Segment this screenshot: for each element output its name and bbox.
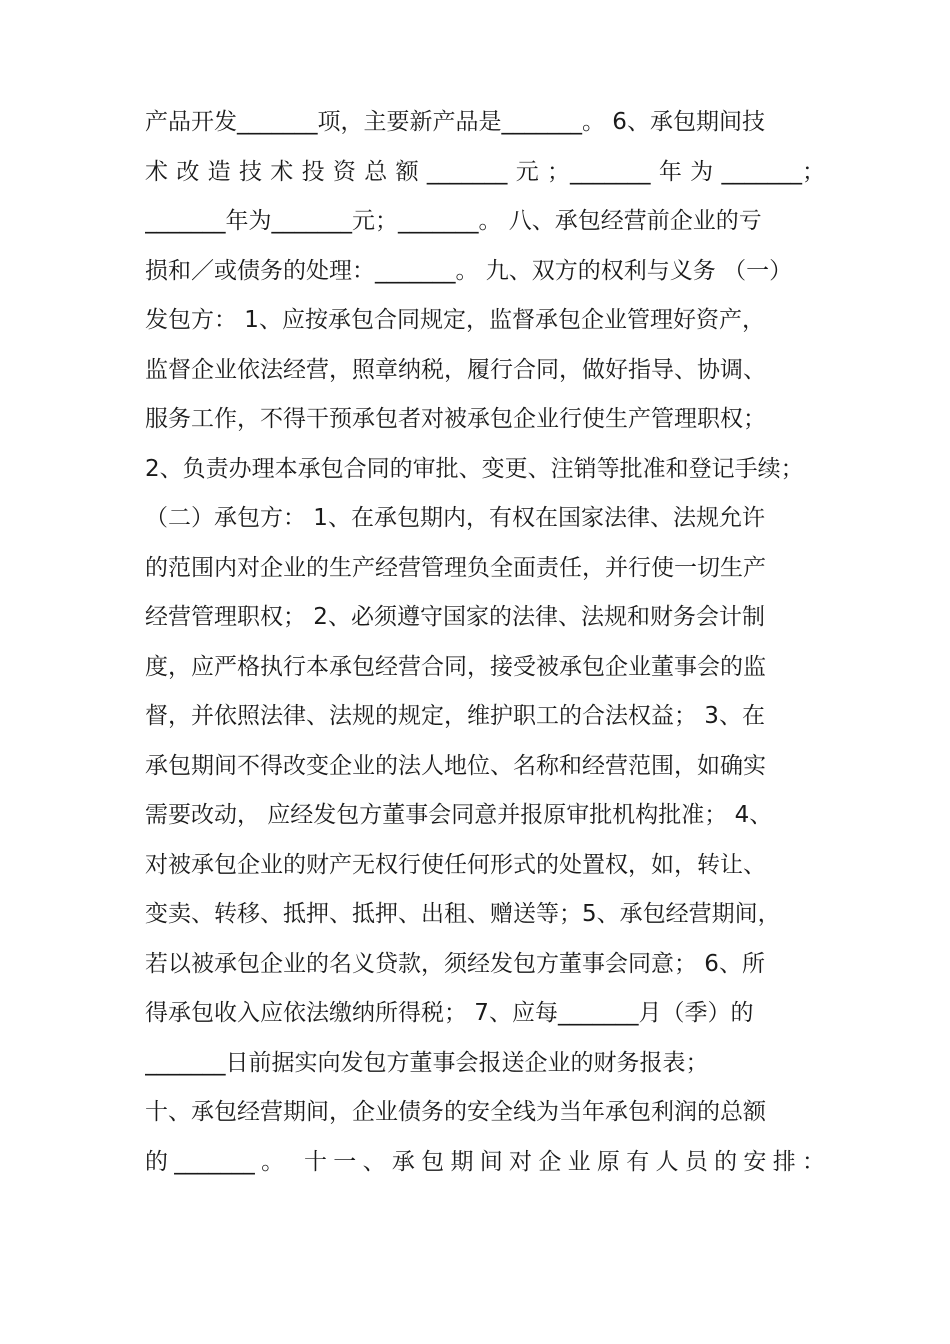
text-line: 发包方： 1、应按承包合同规定，监督承包企业管理好资产，: [145, 307, 765, 333]
text-line: 承包期间不得改变企业的法人地位、名称和经营范围，如确实: [145, 752, 766, 779]
text-line: 经营管理职权； 2、必须遵守国家的法律、法规和财务会计制: [145, 604, 765, 630]
text-line: _______年为_______元；_______。 八、承包经营前企业的亏: [145, 208, 762, 234]
text-line: 的范围内对企业的生产经营管理负全面责任，并行使一切生产: [145, 554, 766, 581]
text-line: 服务工作，不得干预承包者对被承包企业行使生产管理职权；: [145, 406, 766, 432]
text-line: 得承包收入应依法缴纳所得税； 7、应每_______月（季）的: [145, 1000, 754, 1026]
text-line: 监督企业依法经营，照章纳税，履行合同，做好指导、协调、: [145, 356, 766, 383]
text-line: 度，应严格执行本承包经营合同，接受被承包企业董事会的监: [145, 653, 766, 680]
text-line: 产品开发_______项，主要新产品是_______。 6、承包期间技: [145, 109, 765, 135]
text-line: 需要改动， 应经发包方董事会同意并报原审批机构批准； 4、: [145, 802, 773, 828]
text-line: _______日前据实向发包方董事会报送企业的财务报表；: [145, 1049, 709, 1076]
text-line: 十、承包经营期间，企业债务的安全线为当年承包利润的总额: [145, 1099, 766, 1125]
text-line: 术改造技术投资总额_______元；_______年为_______；: [145, 158, 825, 185]
text-line: 督，并依照法律、法规的规定，维护职工的合法权益； 3、在: [145, 703, 765, 729]
text-line: 的_______。 十一、承包期间对企业原有人员的安排：: [145, 1148, 825, 1175]
text-line: （二）承包方： 1、在承包期内，有权在国家法律、法规允许: [145, 505, 765, 531]
text-line: 2、负责办理本承包合同的审批、变更、注销等批准和登记手续；: [145, 455, 804, 482]
text-line: 对被承包企业的财产无权行使任何形式的处置权，如，转让、: [145, 851, 766, 878]
text-line: 变卖、转移、抵押、抵押、出租、赠送等；5、承包经营期间，: [145, 901, 781, 927]
text-line: 若以被承包企业的名义贷款，须经发包方董事会同意； 6、所: [145, 950, 765, 977]
contract-body-text: [145, 98, 825, 1187]
text-line: 损和／或债务的处理：_______。 九、双方的权利与义务 （一）: [145, 257, 793, 284]
